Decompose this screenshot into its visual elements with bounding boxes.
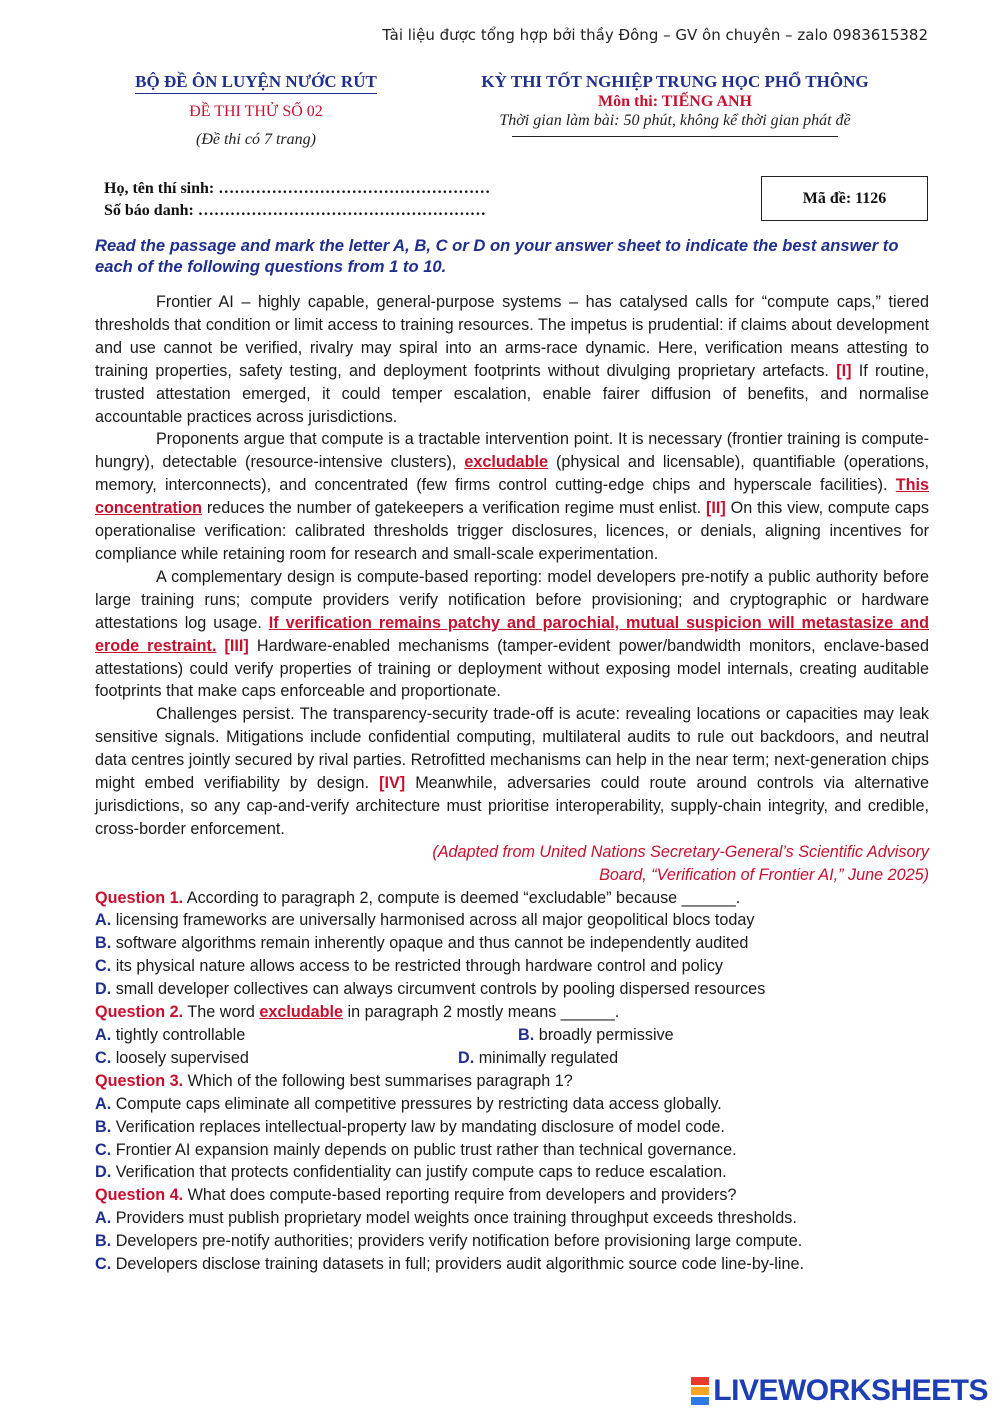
insertion-marker-3: [III] xyxy=(224,636,249,655)
option-text: broadly permissive xyxy=(538,1026,674,1044)
option-letter: B. xyxy=(95,934,112,953)
question-text: According to paragraph 2, compute is deemed “excludable” because ______. xyxy=(186,888,741,907)
highlighted-phrase: This concentration xyxy=(95,476,930,518)
exam-duration: Thời gian làm bài: 50 phút, không kể thời gian phát đề xyxy=(499,112,851,129)
option-b[interactable] xyxy=(95,932,929,955)
source-line-2: Board, “Verification of Frontier AI,” June 2025) xyxy=(599,865,929,884)
option-letter: A. xyxy=(95,1026,112,1044)
option-text: licensing frameworks are universally harmonised across all major geopolitical blocs today xyxy=(115,911,755,930)
mock-exam-number: ĐỀ THI THỬ SỐ 02 xyxy=(189,103,323,120)
option-letter: B. xyxy=(518,1026,535,1044)
question-number: Question 2. xyxy=(95,1003,184,1022)
passage-text: Frontier AI – highly capable, general-purpose systems – has catalysed calls for “compute caps,” tiered thresholds that condition or limit access to training resources. The impetus is prudential: if claims about development and use cannot be verified, rivalry may spiral into an arms-race dynamic. Here, verification means attesting to training properties, safety testing, and deployment footprints without divulging proprietary artefacts. xyxy=(95,293,929,380)
passage-text: (physical and licensable), quantifiable (operations, memory, interconnects), and concentrated (few firms control cutting-edge chips and hyperscale facilities). xyxy=(95,453,929,495)
question-text: What does compute-based reporting require from developers and providers? xyxy=(187,1186,737,1205)
options-row-1 xyxy=(95,1024,929,1047)
option-text: loosely supervised xyxy=(115,1048,249,1067)
passage-text: Meanwhile, adversaries could route around controls via alternative jurisdictions, so any cap-and-verify architecture must prioritise interoperability, supply-chain integrity, and credible, cross-border enforcement. xyxy=(95,774,929,838)
option-letter: D. xyxy=(95,980,112,999)
question-2 xyxy=(95,1001,929,1024)
option-text: Compute caps eliminate all competitive pressures by restricting data access globally. xyxy=(115,1094,722,1113)
option-letter: B. xyxy=(95,1232,112,1251)
option-letter: D. xyxy=(458,1048,475,1067)
passage-text: reduces the number of gatekeepers a verification regime must enlist. xyxy=(206,499,702,518)
option-b[interactable] xyxy=(518,1024,674,1047)
option-a[interactable] xyxy=(95,909,929,932)
option-letter: C. xyxy=(95,957,112,976)
question-1 xyxy=(95,887,929,910)
option-text: Developers disclose training datasets in full; providers audit algorithmic source code line-by-line. xyxy=(115,1255,804,1274)
option-a[interactable] xyxy=(95,1207,929,1230)
option-letter: C. xyxy=(95,1140,112,1159)
option-letter: A. xyxy=(95,1209,112,1228)
option-letter: A. xyxy=(95,911,112,930)
options-row-2 xyxy=(95,1047,929,1070)
header-note: Tài liệu được tổng hợp bởi thầy Đông – GV ôn chuyên – zalo 0983615382 xyxy=(382,26,928,44)
page-count-note: (Đề thi có 7 trang) xyxy=(196,131,316,148)
logo-bar xyxy=(691,1397,709,1405)
option-letter: D. xyxy=(95,1163,112,1182)
instruction: Read the passage and mark the letter A, B, C or D on your answer sheet to indicate the best answer to each of the following questions from 1 to 10. xyxy=(95,236,899,276)
exam-title: KỲ THI TỐT NGHIỆP TRUNG HỌC PHỔ THÔNG xyxy=(481,72,869,91)
highlighted-sentence: If verification remains patchy and parochial, mutual suspicion will metastasize and erode restraint. xyxy=(95,613,929,655)
passage-text: If routine, trusted attestation emerged, it could temper escalation, enable fairer diffusion of benefits, and normalise accountable practices across jurisdictions. xyxy=(95,361,929,426)
option-c[interactable] xyxy=(95,955,929,978)
option-letter: C. xyxy=(95,1048,112,1067)
insertion-marker-1: [I] xyxy=(836,361,852,380)
question-text: The word xyxy=(187,1003,255,1022)
exam-content xyxy=(95,235,929,1276)
option-d[interactable] xyxy=(95,978,929,1001)
passage-paragraph-4 xyxy=(95,703,929,840)
exam-subject: Môn thi: TIẾNG ANH xyxy=(598,93,752,110)
question-text: Which of the following best summarises paragraph 1? xyxy=(187,1071,573,1090)
passage-text: Proponents argue that compute is a tractable intervention point. It is necessary (frontier training is compute-hungry), detectable (resource-intensive clusters), xyxy=(95,430,929,472)
option-d[interactable] xyxy=(95,1161,929,1184)
series-title: BỘ ĐỀ ÔN LUYỆN NƯỚC RÚT xyxy=(135,72,377,94)
option-a[interactable] xyxy=(95,1093,929,1116)
highlighted-word: excludable xyxy=(259,1003,344,1022)
exam-code: Mã đề: 1126 xyxy=(802,189,887,207)
option-c[interactable] xyxy=(95,1139,929,1162)
insertion-marker-4: [IV] xyxy=(379,774,406,793)
option-letter: A. xyxy=(95,1094,112,1113)
option-text: tightly controllable xyxy=(115,1026,246,1044)
logo-bar xyxy=(691,1387,709,1395)
exam-code-box xyxy=(761,176,928,221)
candidate-number-line: Số báo danh: ……………………………………………… xyxy=(104,202,486,219)
option-text: Providers must publish proprietary model weights once training throughput exceeds thresholds. xyxy=(115,1209,797,1228)
divider xyxy=(512,136,838,137)
option-text: its physical nature allows access to be restricted through hardware control and policy xyxy=(115,957,724,976)
candidate-info xyxy=(104,178,490,222)
option-c[interactable] xyxy=(95,1047,249,1070)
option-text: Verification that protects confidentiality can justify compute caps to reduce escalation. xyxy=(115,1163,727,1182)
passage-paragraph-1 xyxy=(95,291,929,428)
option-d[interactable] xyxy=(458,1047,618,1070)
option-text: Verification replaces intellectual-property law by mandating disclosure of model code. xyxy=(115,1117,725,1136)
question-number: Question 3. xyxy=(95,1071,184,1090)
option-text: small developer collectives can always circumvent controls by pooling dispersed resources xyxy=(115,980,766,999)
passage-source xyxy=(95,841,929,887)
option-letter: C. xyxy=(95,1255,112,1274)
exam-info-block xyxy=(430,72,920,137)
highlighted-word: excludable xyxy=(464,453,549,472)
option-letter: B. xyxy=(95,1117,112,1136)
option-text: software algorithms remain inherently opaque and thus cannot be independently audited xyxy=(115,934,749,953)
logo-text: LIVEWORKSHEETS xyxy=(713,1374,988,1407)
question-number: Question 1. xyxy=(95,888,184,907)
passage-text: On this view, compute caps operationalise verification: calibrated thresholds trigger disclosures, licences, or denials, aligning incentives for compliance while retaining room for research and small-scale experimentation. xyxy=(95,499,930,563)
passage-text: Challenges persist. The transparency-security trade-off is acute: revealing locations or capacities may leak sensitive signals. Mitigations include confidential computing, multilateral audits to rule out backdoors, and neutral data centres jointly secured by rival parties. Retrofitted mechanisms can help in the near term; next-generation chips might embed verifiability by design. xyxy=(95,705,929,793)
liveworksheets-logo[interactable] xyxy=(691,1374,988,1408)
logo-mark-icon xyxy=(691,1376,709,1406)
passage-paragraph-2 xyxy=(95,428,929,565)
insertion-marker-2: [II] xyxy=(706,499,726,518)
question-number: Question 4. xyxy=(95,1186,184,1205)
option-b[interactable] xyxy=(95,1116,929,1139)
option-text: minimally regulated xyxy=(478,1048,619,1067)
exam-series-block xyxy=(100,72,412,149)
logo-bar xyxy=(691,1377,709,1385)
option-c[interactable] xyxy=(95,1253,929,1276)
source-line-1: (Adapted from United Nations Secretary-General’s Scientific Advisory xyxy=(432,842,929,861)
passage-paragraph-3 xyxy=(95,566,929,703)
option-text: Frontier AI expansion mainly depends on public trust rather than technical governance. xyxy=(115,1140,737,1159)
candidate-name-line: Họ, tên thí sinh: …………………………………………… xyxy=(104,180,491,197)
question-3 xyxy=(95,1070,929,1093)
passage-text: Hardware-enabled mechanisms (tamper-evident power/bandwidth monitors, enclave-based attestations) could verify properties of training or deployment without exposing model internals, creating auditable footprints that make caps enforceable and proportionate. xyxy=(95,636,930,701)
option-a[interactable] xyxy=(95,1024,245,1047)
passage-text: A complementary design is compute-based reporting: model developers pre-notify a public authority before large training runs; compute providers verify notification before provisioning; and cryptographic or hardware attestations log usage. xyxy=(95,567,929,632)
option-b[interactable] xyxy=(95,1230,929,1253)
question-4 xyxy=(95,1184,929,1207)
question-text: in paragraph 2 mostly means ______. xyxy=(347,1003,620,1022)
option-text: Developers pre-notify authorities; providers verify notification before provisioning large compute. xyxy=(115,1232,803,1251)
